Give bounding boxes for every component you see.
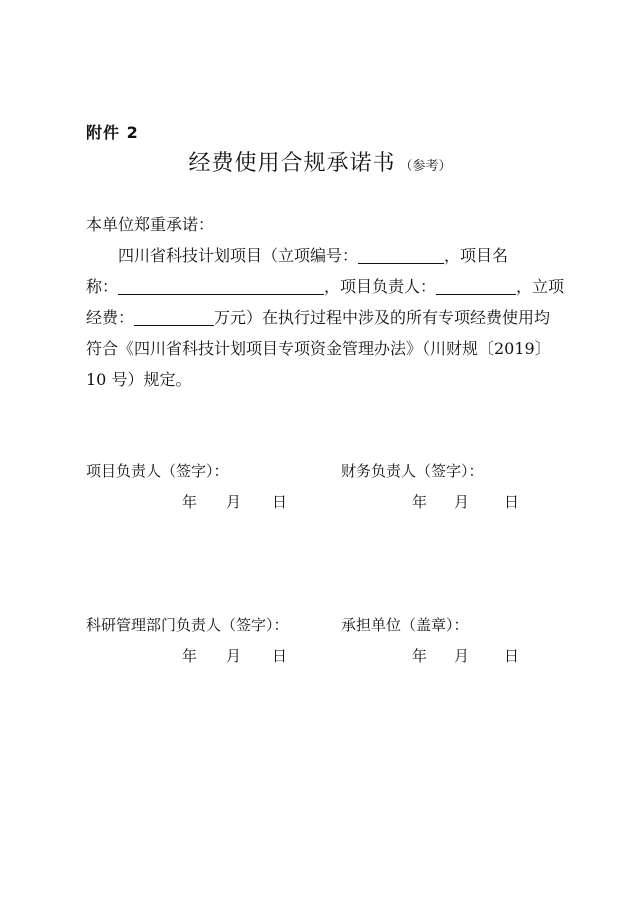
project-number-blank[interactable] [358, 247, 444, 264]
body-text: ，项目名 [444, 246, 509, 265]
body-text: 四川省科技计划项目（立项编号： [118, 246, 359, 265]
project-name-blank[interactable] [118, 278, 324, 295]
project-leader-date [182, 491, 287, 512]
title-note: （参考） [399, 159, 452, 174]
day-label: 日 [504, 647, 520, 665]
intro-text: 本单位郑重承诺： [86, 215, 215, 234]
unit-seal-label: 承担单位（盖章）： [341, 616, 469, 634]
body-line-4: 符合《四川省科技计划项目专项资金管理办法》（川财规〔2019〕 [86, 339, 551, 358]
finance-leader-signature-label: 财务负责人（签字）： [341, 462, 484, 480]
body-line-2 [86, 277, 564, 297]
body-line-1 [118, 246, 508, 266]
year-label: 年 [412, 493, 428, 511]
unit-seal-date [412, 645, 519, 666]
project-leader-blank[interactable] [436, 278, 516, 295]
body-line-3 [86, 308, 550, 328]
body-text: 称： [86, 277, 119, 296]
month-label: 月 [226, 493, 242, 511]
research-dept-signature-label: 科研管理部门负责人（签字）： [86, 616, 289, 634]
body-text: 万元）在执行过程中涉及的所有专项经费使用均 [214, 308, 551, 327]
funding-amount-blank[interactable] [134, 309, 214, 326]
year-label: 年 [412, 647, 428, 665]
finance-leader-date [412, 491, 519, 512]
day-label: 日 [272, 647, 288, 665]
body-text: ，立项 [516, 277, 565, 296]
body-line-5: 10 号）规定。 [86, 370, 192, 389]
day-label: 日 [504, 493, 520, 511]
body-text: ，项目负责人： [324, 277, 437, 296]
month-label: 月 [454, 647, 470, 665]
year-label: 年 [182, 493, 198, 511]
attachment-label: 附件 2 [86, 123, 139, 142]
research-dept-date [182, 645, 287, 666]
month-label: 月 [454, 493, 470, 511]
body-text: 经费： [86, 308, 135, 327]
year-label: 年 [182, 647, 198, 665]
project-leader-signature-label: 项目负责人（签字）： [86, 462, 229, 480]
day-label: 日 [272, 493, 288, 511]
document-title: 经费使用合规承诺书 [188, 151, 396, 176]
month-label: 月 [226, 647, 242, 665]
title-row [0, 146, 640, 177]
